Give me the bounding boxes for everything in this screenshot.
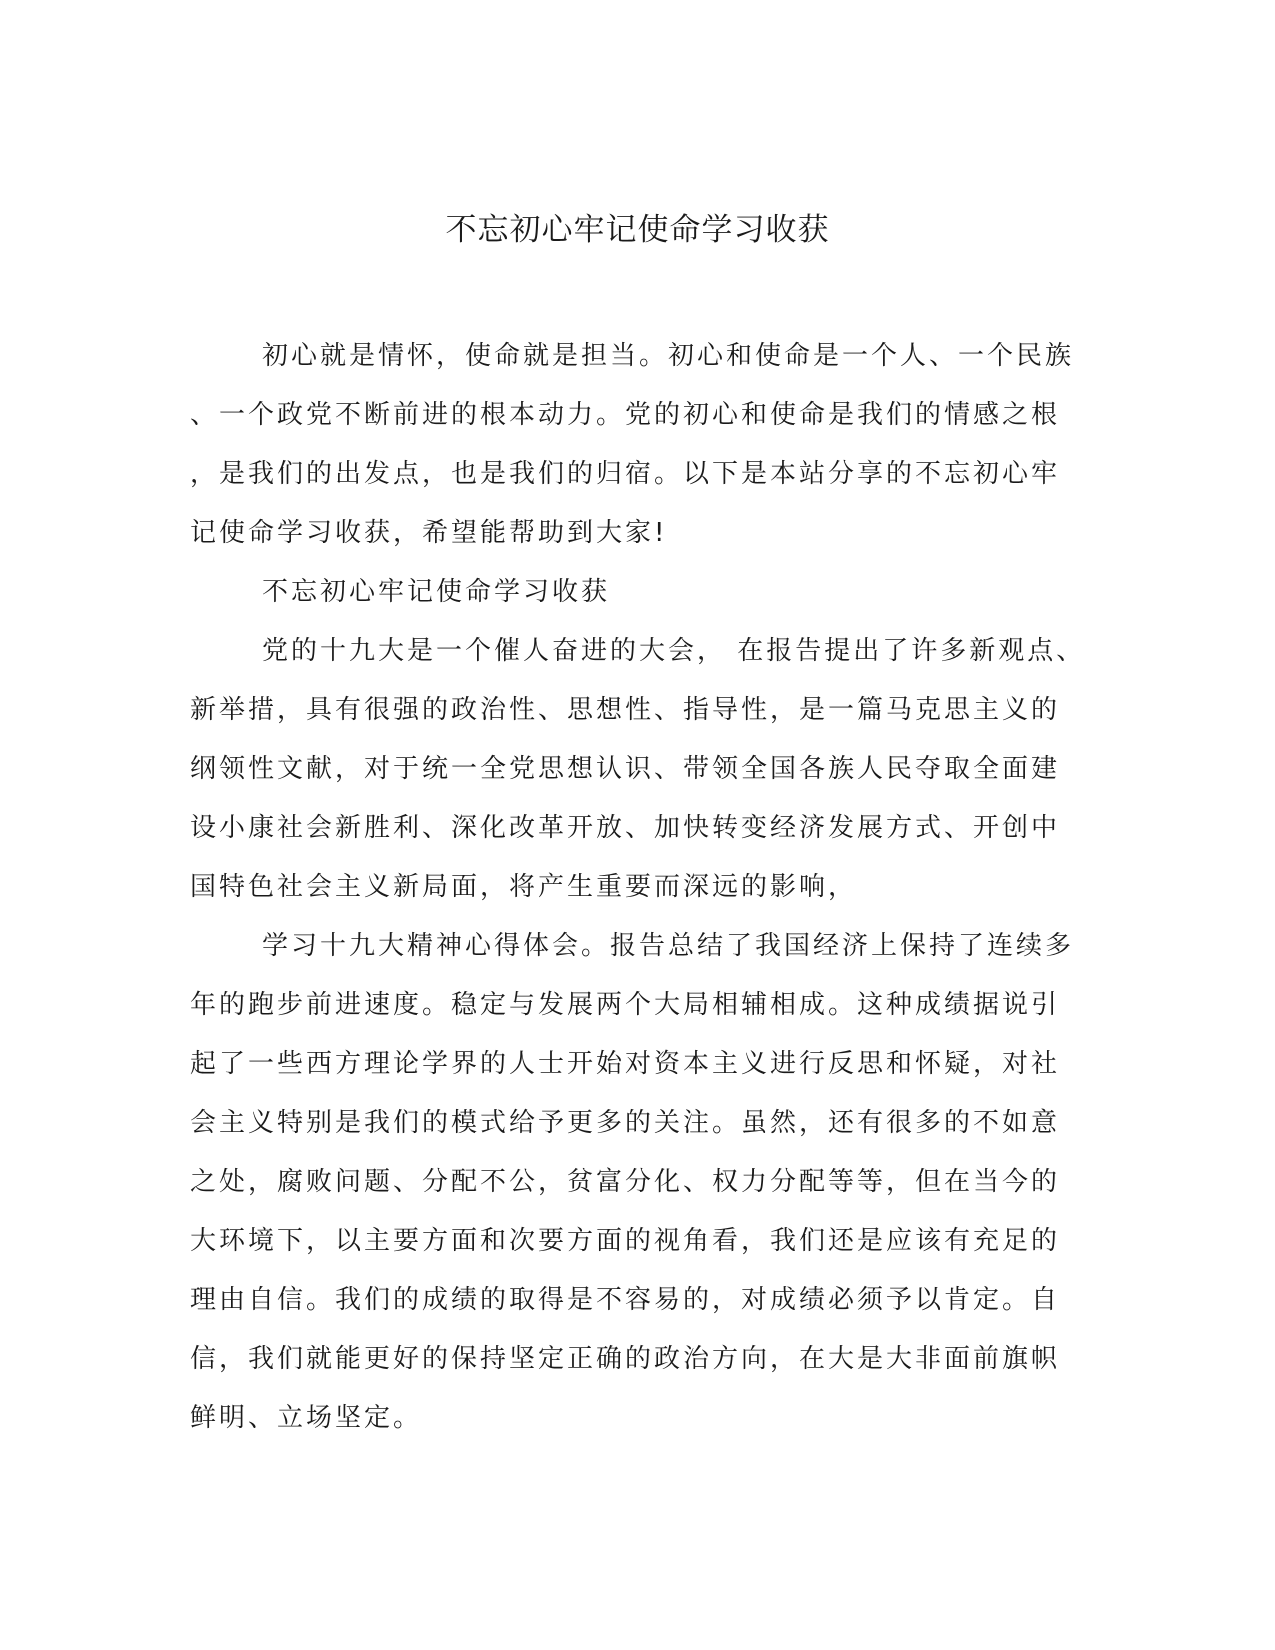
paragraph-line: 会主义特别是我们的模式给予更多的关注。虽然，还有很多的不如意 bbox=[190, 1108, 1061, 1138]
paragraph-line: 理由自信。我们的成绩的取得是不容易的，对成绩必须予以肯定。自 bbox=[190, 1285, 1061, 1315]
paragraph-line: 国特色社会主义新局面，将产生重要而深远的影响， bbox=[190, 872, 858, 902]
paragraph-line: 之处，腐败问题、分配不公，贫富分化、权力分配等等，但在当今的 bbox=[190, 1167, 1061, 1197]
section-heading: 不忘初心牢记使命学习收获 bbox=[262, 577, 611, 607]
paragraph-line: 学习十九大精神心得体会。报告总结了我国经济上保持了连续多 bbox=[262, 931, 1075, 961]
paragraph-line: 、一个政党不断前进的根本动力。党的初心和使命是我们的情感之根 bbox=[190, 400, 1061, 430]
paragraph-line: 大环境下，以主要方面和次要方面的视角看，我们还是应该有充足的 bbox=[190, 1226, 1061, 1256]
paragraph-line: 鲜明、立场坚定。 bbox=[190, 1403, 423, 1433]
paragraph-line: 新举措，具有很强的政治性、思想性、指导性，是一篇马克思主义的 bbox=[190, 695, 1061, 725]
document-title: 不忘初心牢记使命学习收获 bbox=[445, 212, 830, 248]
paragraph-line: 设小康社会新胜利、深化改革开放、加快转变经济发展方式、开创中 bbox=[190, 813, 1061, 843]
paragraph-line: 信，我们就能更好的保持坚定正确的政治方向，在大是大非面前旗帜 bbox=[190, 1344, 1061, 1374]
paragraph-line: 起了一些西方理论学界的人士开始对资本主义进行反思和怀疑，对社 bbox=[190, 1049, 1061, 1079]
paragraph-line: 记使命学习收获，希望能帮助到大家! bbox=[190, 518, 668, 548]
paragraph-line: 党的十九大是一个催人奋进的大会， 在报告提出了许多新观点、 bbox=[262, 636, 1086, 666]
paragraph-line: ，是我们的出发点，也是我们的归宿。以下是本站分享的不忘初心牢 bbox=[190, 459, 1061, 489]
paragraph-line: 纲领性文献，对于统一全党思想认识、带领全国各族人民夺取全面建 bbox=[190, 754, 1061, 784]
paragraph-line: 年的跑步前进速度。稳定与发展两个大局相辅相成。这种成绩据说引 bbox=[190, 990, 1061, 1020]
paragraph-line: 初心就是情怀，使命就是担当。初心和使命是一个人、一个民族 bbox=[262, 341, 1075, 371]
